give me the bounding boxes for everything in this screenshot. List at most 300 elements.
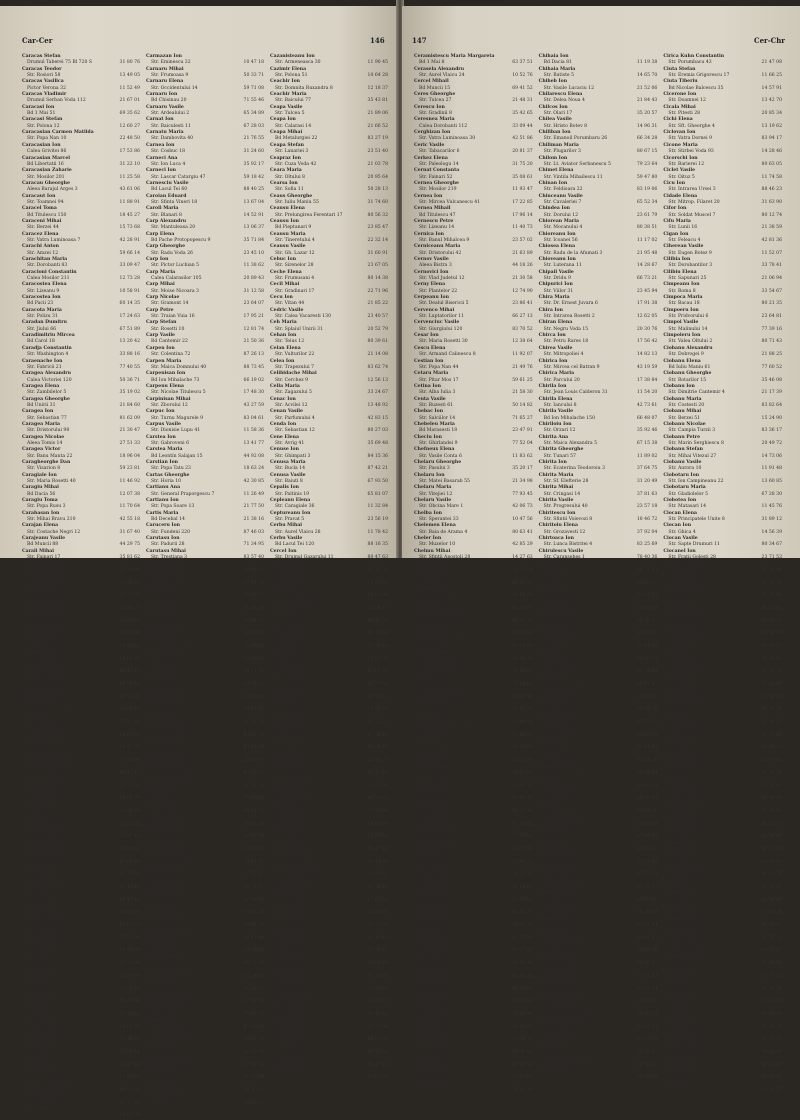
entry-address: Str. Drumul Gazarului 11 [275, 555, 334, 561]
entry-phone-number: 11 66 25 [761, 73, 783, 79]
entry-name: Chereji Ion [414, 675, 443, 681]
entry-address: Str. Gradinari 17 [275, 288, 315, 294]
entry-phone-number: 83 94 17 [761, 136, 783, 142]
entry-phone-number: 13 20 42 [119, 339, 140, 345]
entry-name: Ceche Elena [270, 269, 302, 275]
entry-address: Bd Dinicu Golescu 45 [275, 643, 326, 649]
directory-entry [539, 320, 658, 333]
entry-phone-number: 77 52 04 [512, 440, 533, 446]
directory-entry [146, 1082, 264, 1095]
entry-address: Str. Oltului 8 [275, 174, 305, 180]
entry-address: Str. Dumbravita 6 [419, 999, 461, 1005]
entry-name: Castelli Maria [146, 701, 183, 707]
entry-phone-number: 77 52 63 [512, 770, 533, 776]
entry-address: Str. Petofi Sandor 8 [668, 669, 714, 675]
directory-entry [663, 841, 782, 854]
entry-name: Chereches Maria [414, 663, 458, 668]
directory-entry [270, 79, 388, 92]
entry-address: Str. Fabricii 21 [27, 364, 62, 370]
entry-address: Str. Tunari 57 [543, 453, 576, 459]
entry-detail-line [146, 1101, 264, 1107]
entry-name: Chelu Vasile [414, 561, 446, 567]
entry-name: Chirtoaca Ion [538, 536, 574, 542]
entry-name: Chirita Mihai [538, 485, 574, 491]
entry-phone-number: 17 52 09 [119, 935, 140, 941]
entry-name: Chiarelli Vasile [414, 916, 454, 922]
directory-entry [663, 904, 782, 917]
entry-phone-number: 13 41 77 [243, 440, 264, 446]
entry-phone-number: 11 09 46 [243, 897, 264, 903]
entry-name: Chirita Vasile [538, 498, 574, 504]
entry-name: Cernea Mihail [414, 206, 451, 212]
entry-phone-number: 11 17 02 [636, 237, 658, 243]
directory-entry [146, 1031, 264, 1044]
directory-entry [663, 866, 782, 879]
entry-address: Str. Radu Voda 26 [151, 250, 193, 256]
directory-entry [146, 295, 264, 308]
entry-name: Cernica Maria [270, 853, 307, 859]
entry-phone-number: 83 56 38 [367, 1049, 388, 1055]
entry-name: Ciotlaus Ion [663, 1030, 695, 1036]
entry-phone-number: 31 24 60 [243, 149, 264, 155]
entry-name: Cernuta Ion [270, 878, 301, 884]
entry-address: Str. Traian Vuia 16 [151, 314, 195, 320]
directory-entry [22, 574, 140, 587]
directory-entry [270, 929, 388, 942]
entry-phone-number: 77 84 09 [367, 986, 388, 992]
entry-phone-number: 80 37 19 [761, 846, 783, 852]
entry-name: Cezari Elena [270, 1069, 303, 1074]
directory-entry [663, 955, 782, 968]
entry-phone-number: 11 45 03 [243, 1049, 264, 1055]
entry-address: Str. Dristorului 42 [419, 250, 462, 256]
entry-address: Str. Intrarea Rosetti 2 [543, 314, 595, 320]
entry-phone-number: 33 65 28 [761, 580, 783, 586]
entry-name: Caramanlau Ion [22, 574, 64, 580]
entry-phone-number: 11 19 38 [636, 60, 658, 66]
entry-name: Caroian Eduard [146, 193, 187, 199]
entry-address: Str. Cuza Voda 19 [151, 986, 193, 992]
directory-entry [146, 320, 264, 333]
directory-entry [539, 359, 658, 372]
entry-address: Str. Pitar Mos 6 [668, 973, 705, 979]
right-page [402, 6, 800, 1094]
entry-name: Casapu Elena [146, 586, 181, 592]
entry-phone-number: 42 90 73 [636, 656, 658, 662]
entry-phone-number: 43 19 59 [636, 364, 658, 370]
entry-name: Cazanisteanu Ion [270, 54, 315, 59]
directory-entry [270, 765, 388, 778]
entry-address: Str. Zizinului 12 [275, 808, 313, 814]
entry-address: Str. Mitropolit Varlaam 9 [275, 770, 334, 776]
entry-name: Chioreanu Ion [538, 231, 576, 237]
entry-phone-number: 23 56 19 [367, 517, 388, 523]
directory-entry [539, 676, 658, 689]
entry-name: Cezar Vasile [270, 1043, 302, 1049]
directory-entry [146, 105, 264, 118]
entry-phone-number: 87 16 42 [761, 885, 783, 891]
directory-entry [414, 79, 533, 92]
entry-name: Carp Ion [146, 257, 169, 262]
entry-phone-number: 21 89 06 [367, 111, 388, 117]
entry-phone-number: 35 14 06 [636, 643, 658, 649]
entry-address: Str. Lunca Bradului 2 [27, 707, 77, 713]
entry-name: Chervase Ion [414, 764, 448, 770]
directory-entry [270, 752, 388, 765]
entry-name: Cepalis Ion [270, 485, 299, 491]
entry-phone-number: 71 65 27 [512, 415, 533, 421]
entry-address: Str. Acvilei 12 [275, 402, 308, 408]
entry-name: Carachi Anton [22, 244, 59, 250]
entry-name: Cernov Vasile [414, 257, 449, 262]
directory-entry [22, 156, 140, 169]
entry-name: Chiuaru Ion [538, 1069, 570, 1074]
entry-phone-number: 31 12 58 [243, 288, 264, 294]
entry-name: Chiaburu Ion [414, 878, 449, 884]
directory-entry [270, 549, 388, 562]
entry-name: Chivu Ion [538, 827, 564, 833]
entry-name: Chiliman Maria [538, 142, 579, 148]
entry-phone-number: 22 60 18 [119, 707, 140, 713]
entry-phone-number: 88 16 35 [367, 542, 388, 548]
entry-name: Ciocoiu Elena [663, 663, 699, 668]
directory-entry [414, 92, 533, 105]
directory-entry [270, 562, 388, 575]
directory-entry [539, 1018, 658, 1031]
entry-name: Caulea Vasile [146, 1005, 181, 1011]
entry-name: Chrisoghelos Ion [538, 942, 583, 948]
directory-entry [539, 181, 658, 194]
directory-entry [146, 752, 264, 765]
directory-entry [539, 282, 658, 295]
entry-phone-number: 88 37 16 [512, 618, 533, 624]
entry-address: Str. Negustori 20 [419, 1075, 460, 1081]
directory-entry [539, 473, 658, 486]
directory-entry [539, 726, 658, 739]
entry-phone-number: 77 60 52 [761, 364, 783, 370]
entry-address: Str. Mircea Vulcanescu 41 [419, 199, 481, 205]
directory-entry [414, 523, 533, 536]
entry-address: Str. Trapezului 7 [275, 364, 314, 370]
entry-phone-number: 12 74 90 [512, 288, 533, 294]
entry-phone-number: 23 74 12 [367, 694, 388, 700]
entry-name: Carnatu Maria [146, 130, 184, 136]
directory-entry [146, 67, 264, 80]
directory-entry [539, 765, 658, 778]
entry-name: Chivaran Vasile [538, 789, 579, 795]
entry-address: Str. Rimnicu Sarat 3 [419, 948, 467, 954]
entry-name: Carstea Maria [146, 447, 183, 453]
entry-address: Str. Cobadin 7 [275, 618, 309, 624]
directory-entry [270, 676, 388, 689]
entry-phone-number: 65 12 47 [119, 885, 140, 891]
entry-address: Str. Sf. Ecaterina 4 [668, 948, 713, 954]
entry-phone-number: 33 07 49 [119, 973, 140, 979]
directory-entry [270, 815, 388, 828]
directory-entry [146, 777, 264, 790]
entry-phone-number: 78 62 49 [761, 1049, 783, 1055]
entry-name: Ceh Maria [270, 320, 297, 326]
entry-name: Cerna Maria [270, 713, 303, 719]
entry-name: Chiac Maria [414, 866, 446, 871]
directory-entry [539, 308, 658, 321]
entry-address: Str. Sebastian 12 [275, 428, 315, 434]
entry-address: Str. Banu Manta 22 [27, 453, 73, 459]
entry-phone-number: 35 27 80 [761, 732, 783, 738]
entry-name: Caruceru Ion [146, 523, 181, 529]
directory-entry [663, 244, 782, 257]
directory-entry [414, 371, 533, 384]
directory-entry [22, 511, 140, 524]
directory-entry [22, 625, 140, 638]
entry-address: Drumul Taberei 75 Bl 720 S [27, 60, 93, 66]
entry-address: Str. Sapientei 32 [419, 1037, 458, 1043]
entry-name: Caracasi Stefan [22, 117, 63, 123]
entry-address: Str. Teleajen 12 [668, 631, 705, 637]
entry-phone-number: 11 26 98 [636, 910, 658, 916]
directory-entry [146, 625, 264, 638]
entry-name: Cipria Ion [663, 1081, 690, 1087]
entry-phone-number: 11 48 36 [636, 707, 658, 713]
entry-address: Str. Ion Campineanu 22 [668, 479, 724, 485]
entry-name: Causu Ion [146, 1018, 173, 1024]
entry-phone-number: 35 28 94 [761, 631, 783, 637]
entry-name: Cherteu Maria [414, 751, 452, 757]
directory-entry [663, 409, 782, 422]
entry-address: Str. Vatra Dornei 2 [275, 567, 319, 573]
entry-phone-number: 35 80 62 [367, 834, 388, 840]
entry-name: Chis Ion [538, 561, 561, 567]
entry-phone-number: 59 14 88 [119, 999, 140, 1005]
entry-address: Str. Peleaga 13 [419, 643, 455, 649]
entry-address: Str. Episcopiei 6 [543, 567, 582, 573]
directory-entry [539, 168, 658, 181]
entry-name: Ceapa Mihai [270, 130, 303, 136]
entry-address: Str. Doamna Ghica 14 [275, 732, 327, 738]
entry-address: Str. Lujerului 3 [275, 986, 311, 992]
directory-entry [414, 828, 533, 841]
entry-address: Str. Matasari 14 [668, 504, 707, 510]
entry-address: Str. Ostrov 16 [275, 923, 308, 929]
entry-name: Cazacu Ana [146, 1043, 176, 1049]
right-page-number: 147 [412, 36, 427, 45]
entry-address: Str. Muzelor 10 [419, 542, 456, 548]
entry-address: Str. Nerva Traian 2 [419, 669, 464, 675]
entry-phone-number: 59 47 80 [636, 174, 658, 180]
directory-entry [270, 1044, 388, 1057]
directory-entry [22, 600, 140, 613]
entry-address: Str. Principatele Unite 8 [668, 517, 725, 523]
entry-name: Cerga Vasile [270, 688, 302, 694]
entry-phone-number: 83 61 27 [119, 923, 140, 929]
entry-address: Bd Carol 18 [27, 339, 55, 345]
entry-phone-number: 66 12 84 [367, 770, 388, 776]
directory-entry [22, 194, 140, 207]
entry-address: Str. Horea 12 [668, 1037, 700, 1043]
directory-entry [414, 726, 533, 739]
entry-phone-number: 11 93 47 [512, 187, 533, 193]
entry-address: Str. Sft. Gheorghe 4 [668, 123, 715, 129]
directory-entry [539, 536, 658, 549]
directory-entry [539, 879, 658, 892]
entry-phone-number: 21 62 08 [761, 999, 783, 1005]
entry-phone-number: 88 45 16 [119, 897, 140, 903]
entry-name: Cerkez Elena [414, 155, 448, 161]
entry-address: Str. Tudor Vladimirescu 6 [275, 1011, 335, 1017]
directory-entry [414, 612, 533, 625]
entry-address: Str. Luica 36 [151, 745, 181, 751]
entry-address: Str. Eminescu 32 [151, 60, 191, 66]
entry-phone-number: 21 60 87 [243, 986, 264, 992]
entry-name: Cidade Elena [663, 193, 698, 199]
directory-entry [270, 663, 388, 676]
directory-entry [146, 650, 264, 663]
entry-phone-number: 33 54 67 [761, 288, 783, 294]
entry-phone-number: 21 76 55 [243, 136, 264, 142]
directory-entry [146, 143, 264, 156]
entry-address: Str. Tulcea 27 [419, 98, 452, 104]
entry-phone-number: 21 86 30 [119, 808, 140, 814]
entry-phone-number: 12 49 70 [512, 783, 533, 789]
entry-address: Str. Pravat 5 [275, 517, 305, 523]
entry-phone-number: 13 49 05 [119, 73, 140, 79]
entry-phone-number: 87 62 34 [512, 1062, 533, 1068]
entry-phone-number: 80 71 43 [761, 339, 783, 345]
entry-address: Str. Salcimilor 27 [543, 593, 585, 599]
directory-entry [539, 219, 658, 232]
directory-entry [22, 828, 140, 841]
entry-address: Str. Baltei 30 [419, 796, 450, 802]
entry-address: Str. Fainari 52 [419, 174, 453, 180]
directory-entry [146, 853, 264, 866]
directory-entry [22, 752, 140, 765]
entry-name: Ciortan Ion [663, 980, 693, 986]
entry-address: Str. Ing. Zablovschi 5 [151, 1062, 201, 1068]
entry-phone-number: 23 83 40 [512, 1011, 533, 1017]
entry-address: Str. Orzari 12 [543, 428, 576, 434]
entry-phone-number: 12 07 38 [119, 491, 140, 497]
directory-entry [22, 498, 140, 511]
entry-name: Chira Maria [538, 295, 570, 301]
entry-address: Str. Ecaterina Teodoroiu 3 [543, 466, 605, 472]
entry-phone-number: 13 42 70 [761, 98, 783, 104]
directory-entry [663, 371, 782, 384]
entry-phone-number: 83 11 69 [512, 643, 533, 649]
directory-entry [414, 841, 533, 854]
directory-entry [414, 955, 533, 968]
entry-address: Str. Dorobantilor 3 [668, 263, 713, 269]
entry-phone-number: 50 47 19 [367, 1062, 388, 1068]
entry-name: Catanescu Ion [146, 827, 183, 833]
entry-phone-number: 35 20 57 [636, 111, 658, 117]
entry-phone-number: 33 18 75 [761, 669, 783, 675]
entry-name: Caravia Nicolae [22, 777, 63, 783]
entry-name: Cateliu Maria [146, 891, 182, 897]
entry-address: Str. Liniei 30 [543, 834, 574, 840]
entry-name: Casangiu Vasile [146, 574, 187, 580]
entry-address: Str. Radu de la Afumati 3 [543, 250, 603, 256]
entry-name: Carp Maria [146, 269, 176, 275]
entry-name: Carstea Ion [146, 434, 176, 440]
entry-phone-number: 83 70 14 [761, 935, 783, 941]
directory-entry [539, 638, 658, 651]
entry-address: Str. Traian 152 [27, 783, 62, 789]
directory-entry [146, 917, 264, 930]
directory-entry [414, 143, 533, 156]
entry-name: Ciocoiu Vasile [663, 675, 700, 681]
entry-address: Str. Brancoveanu 30 [668, 783, 716, 789]
entry-name: Ceachir Ion [270, 79, 301, 85]
directory-entry [270, 257, 388, 270]
directory-entry [539, 600, 658, 613]
entry-address: Str. Carol Davila 9 [543, 885, 587, 891]
entry-address: Str. Tineretului 4 [275, 237, 315, 243]
entry-name: Catanoiu Elena [146, 840, 186, 846]
entry-name: Chisleag Vasile [538, 637, 578, 643]
directory-entry [539, 67, 658, 80]
directory-entry [539, 117, 658, 130]
entry-address: Str. Maria Rosetti 30 [419, 339, 468, 345]
entry-phone-number: 80 41 82 [761, 1062, 783, 1068]
entry-name: Carazan Ion [22, 802, 54, 808]
entry-name: Chera Ion [414, 599, 440, 605]
directory-entry [22, 917, 140, 930]
entry-detail-line [22, 1113, 140, 1119]
entry-phone-number: 35 81 62 [119, 555, 140, 561]
entry-name: Ciolanescu Ion [663, 802, 702, 808]
entry-address: Str. Maior Coravu 9 [151, 1011, 198, 1017]
entry-phone-number: 80 47 63 [367, 555, 388, 561]
directory-entry [663, 536, 782, 549]
entry-address: Bd Marasesti 18 [419, 428, 458, 434]
entry-phone-number: 31 09 58 [119, 910, 140, 916]
entry-name: Carcadia Ion [22, 866, 55, 871]
entry-address: Str. Sofia 11 [275, 187, 304, 193]
entry-name: Ciobanu Vasile [663, 460, 702, 465]
directory-entry [663, 92, 782, 105]
entry-phone-number: 59 18 42 [243, 174, 264, 180]
left-page [0, 6, 398, 1119]
entry-phone-number: 21 95 48 [636, 250, 658, 256]
directory-entry [539, 409, 658, 422]
entry-name: Cernea Vasile [270, 827, 305, 833]
entry-phone-number: 83 62 74 [367, 364, 388, 370]
entry-name: Celea Ion [270, 358, 295, 364]
entry-phone-number: 10 64 28 [367, 73, 388, 79]
entry-address: Str. Lizeanu 14 [419, 225, 455, 231]
entry-phone-number: 42 06 73 [512, 504, 533, 510]
entry-phone-number: 88 24 57 [512, 605, 533, 611]
entry-name: Cioloca Vasile [663, 815, 700, 821]
directory-entry [146, 156, 264, 169]
entry-name: Chirita Gheorghe [538, 447, 584, 453]
entry-address: Str. Teiul Doamnei 8 [151, 770, 199, 776]
left-columns [22, 54, 388, 1119]
entry-phone-number: 17 23 07 [243, 872, 264, 878]
entry-name: Chicu Ion [414, 1005, 440, 1011]
entry-address: Str. Baba Novac 15 [151, 808, 196, 814]
entry-name: Ciovica Ion [663, 1056, 693, 1062]
entry-address: Str. Tunari 40 [151, 593, 184, 599]
entry-name: Carajeanu Vasile [22, 536, 65, 542]
entry-address: Str. Tincani 3 [668, 1062, 700, 1068]
directory-entry [414, 333, 533, 346]
entry-address: Str. Latina 16 [151, 1049, 183, 1055]
directory-entry [539, 663, 658, 676]
entry-address: Str. Stirbei Voda 44 [543, 618, 590, 624]
entry-address: Str. Doctor Felix 44 [151, 834, 197, 840]
entry-phone-number: 12 18 37 [367, 85, 388, 91]
